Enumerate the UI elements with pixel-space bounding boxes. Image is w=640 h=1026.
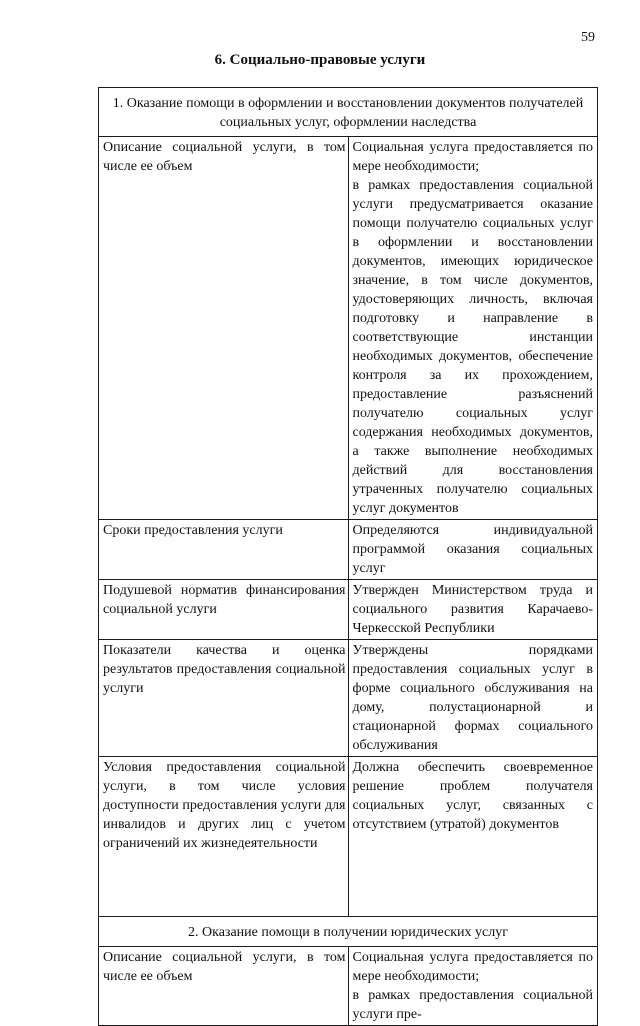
row-value xyxy=(348,757,598,917)
table-row xyxy=(99,137,598,520)
table-row xyxy=(99,947,598,1026)
services-table xyxy=(98,87,598,1026)
row-label: Показатели качества и оценка результатов предоставления социальной услуги xyxy=(99,640,349,757)
table-row xyxy=(99,640,598,757)
page-number: 59 xyxy=(581,30,595,45)
table-row xyxy=(99,520,598,580)
row-value-paragraph: Утвержден Министерством труда и социального развития Карачаево-Черкесской Республики xyxy=(352,583,593,636)
row-label: Описание социальной услуги, в том числе ее объем xyxy=(99,947,349,1026)
row-value xyxy=(348,137,598,520)
section-title: 2. Оказание помощи в получении юридических услуг xyxy=(99,917,598,947)
row-value-paragraph: Утверждены порядками предоставления социальных услуг в форме социального обслуживания на дому, полустационарной и стационарной формах социального обслуживания xyxy=(352,643,593,753)
section-header-row xyxy=(99,917,598,947)
row-value-paragraph: в рамках предоставления социальной услуги пре- xyxy=(352,988,593,1022)
row-value xyxy=(348,640,598,757)
row-value-paragraph: Определяются индивидуальной программой оказания социальных услуг xyxy=(352,523,593,576)
row-value-paragraph: Социальная услуга предоставляется по мере необходимости; xyxy=(352,950,593,984)
row-label: Сроки предоставления услуги xyxy=(99,520,349,580)
row-label: Условия предоставления социальной услуги, в том числе условия доступности предоставления услуги для инвалидов и других лиц с учетом ограничений их жизнедеятельности xyxy=(99,757,349,917)
row-value xyxy=(348,520,598,580)
row-label: Подушевой норматив финансирования социальной услуги xyxy=(99,580,349,640)
section-header-row xyxy=(99,88,598,137)
row-value-paragraph: Должна обеспечить своевременное решение проблем получателя социальных услуг, связанных с отсутствием (утратой) документов xyxy=(352,760,593,832)
row-value-paragraph: в рамках предоставления социальной услуги предусматривается оказание помощи получателю социальных услуг в оформлении и восстановлении документов, имеющих юридическое значение, в том числе документов, удостоверяющих личность, включая подготовку и направление в соответствующие инстанции необходимых документов, обеспечение контроля за их прохождением, предоставление разъяснений получателю социальных услуг содержания необходимых документов, а также выполнение необходимых действий для восстановления утраченных получателю социальных услуг документов xyxy=(352,178,593,516)
row-value xyxy=(348,580,598,640)
row-value-paragraph: Социальная услуга предоставляется по мере необходимости; xyxy=(352,140,593,174)
row-label: Описание социальной услуги, в том числе ее объем xyxy=(99,137,349,520)
page-title: 6. Социально-правовые услуги xyxy=(214,52,426,68)
table-row xyxy=(99,757,598,917)
table-row xyxy=(99,580,598,640)
row-value xyxy=(348,947,598,1026)
section-title: 1. Оказание помощи в оформлении и восстановлении документов получателей социальных услуг, оформлении наследства xyxy=(99,88,598,137)
